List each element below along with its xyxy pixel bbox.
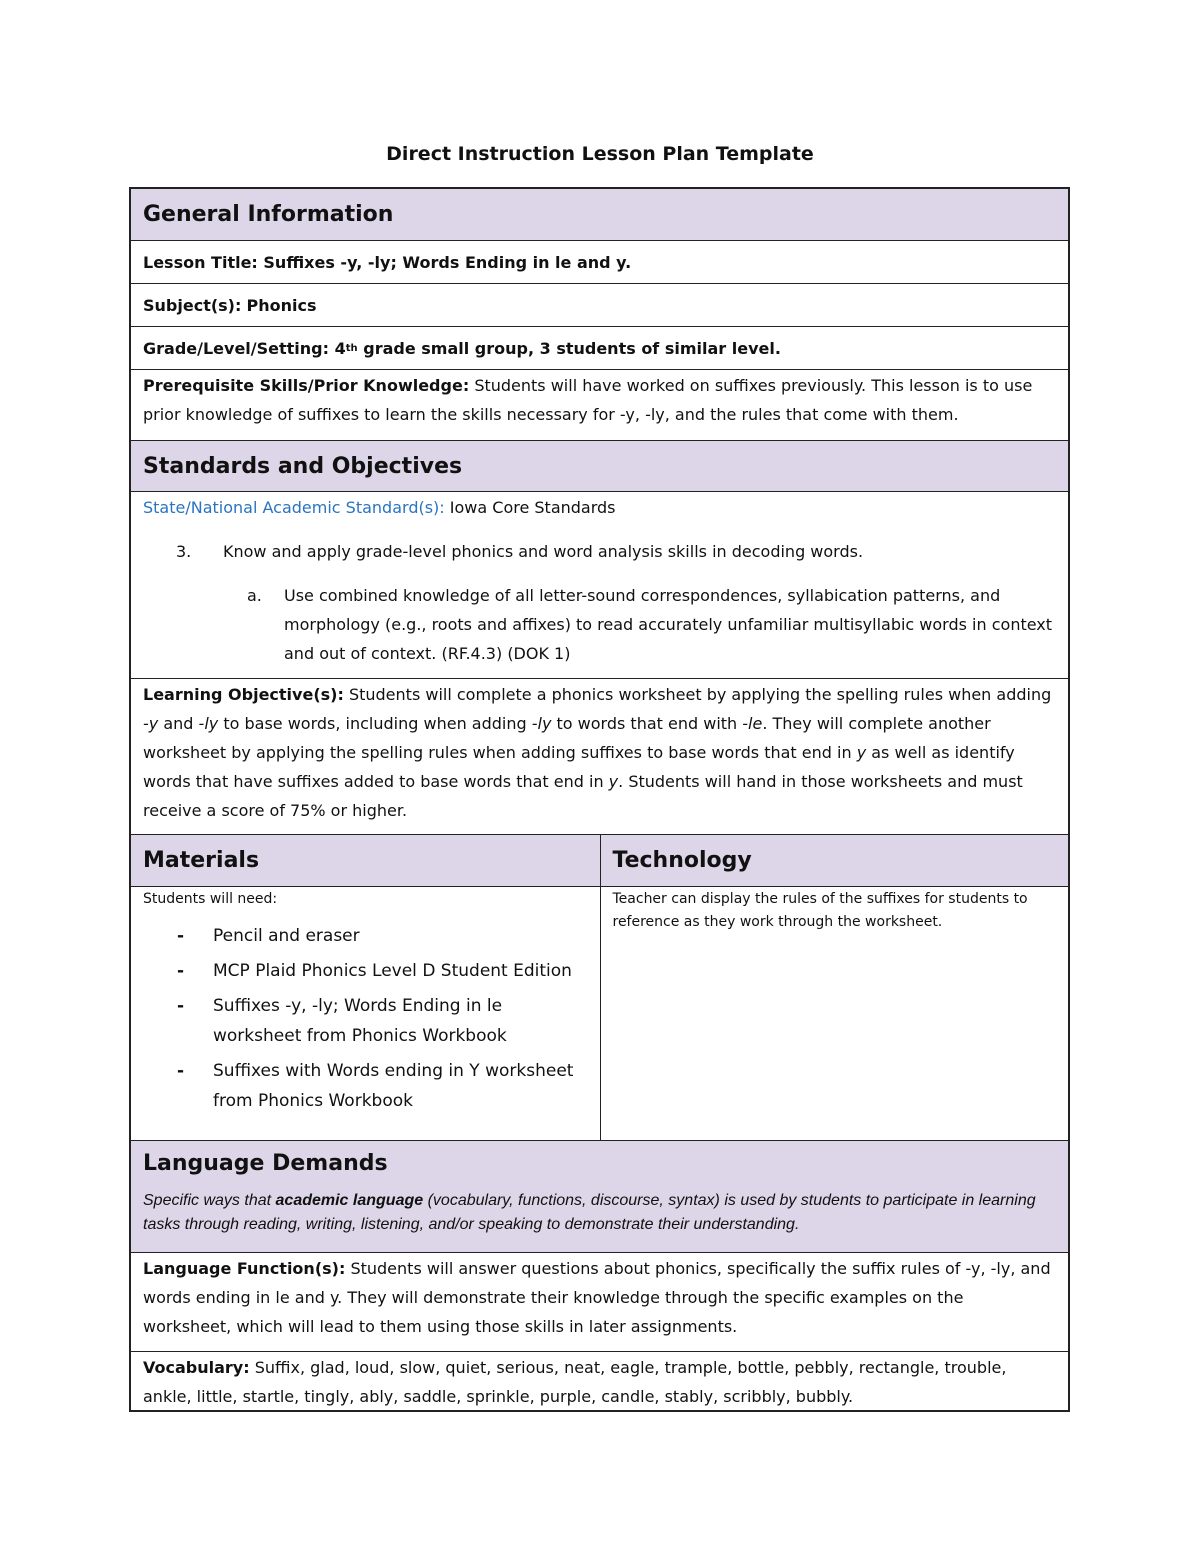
standard-subitem	[143, 581, 1056, 668]
document-title: Direct Instruction Lesson Plan Template	[386, 143, 814, 165]
standard-value: Iowa Core Standards	[449, 498, 616, 517]
technology-cell	[600, 887, 1069, 1140]
technology-heading: Technology	[600, 835, 1069, 886]
materials-item: - MCP Plaid Phonics Level D Student Edition	[177, 961, 572, 981]
materials-item: - Suffixes -y, -ly; Words Ending in le worksheet from Phonics Workbook	[177, 996, 507, 1046]
grade-number: 4	[334, 338, 346, 358]
materials-cell	[131, 887, 600, 1140]
standard-item-number: 3.	[176, 542, 192, 561]
standard-item-text: Know and apply grade-level phonics and word analysis skills in decoding words.	[223, 542, 864, 561]
language-function-value: Students will answer questions about phonics, specifically the suffix rules of -y, -ly, and words ending in le and y. They will demonstrate their knowledge through the specific examples on the worksheet, which will lead to them using those skills in later assignments.	[143, 1259, 1051, 1336]
subject-label: Subject(s):	[143, 295, 242, 315]
prereq-value: Students will have worked on suffixes previously. This lesson is to use prior knowledge of suffixes to learn the skills necessary for -y, -ly, and the rules that come with them.	[143, 376, 1033, 424]
standard-subitem-letter: a.	[247, 586, 262, 605]
technology-text: Teacher can display the rules of the suffixes for students to reference as they work through the worksheet.	[612, 891, 1028, 930]
standard-row	[131, 491, 1068, 678]
grade-row	[131, 326, 1068, 369]
language-function-row	[131, 1252, 1068, 1351]
lesson-title-value: Suffixes -y, -ly; Words Ending in le and y.	[263, 252, 632, 272]
section-header-standards	[131, 440, 1068, 491]
standard-label: State/National Academic Standard(s):	[143, 498, 445, 517]
materials-technology-body	[131, 886, 1068, 1140]
general-heading: General Information	[143, 202, 394, 227]
materials-list	[143, 921, 588, 1116]
lesson-title-row	[131, 240, 1068, 283]
materials-intro: Students will need:	[143, 891, 278, 907]
materials-item: - Pencil and eraser	[177, 926, 360, 946]
materials-technology-header	[131, 834, 1068, 886]
lesson-title-label: Lesson Title:	[143, 252, 258, 272]
standard-subitem-text: Use combined knowledge of all letter-sound correspondences, syllabication patterns, and morphology (e.g., roots and affixes) to read accurately unfamiliar multisyllabic words in context and out of context. (RF.4.3) (DOK 1)	[284, 586, 1053, 663]
materials-heading: Materials	[143, 848, 260, 873]
standards-heading: Standards and Objectives	[143, 453, 463, 479]
language-heading: Language Demands	[143, 1151, 388, 1176]
language-description: Specific ways that academic language (vocabulary, functions, discourse, syntax) is used by students to participate in learning tasks through reading, writing, listening, and/or speaking to demonstrate their understanding.	[143, 1192, 1036, 1233]
grade-label: Grade/Level/Setting:	[143, 338, 330, 358]
vocabulary-label: Vocabulary:	[143, 1358, 250, 1377]
materials-item: - Suffixes with Words ending in Y worksheet from Phonics Workbook	[177, 1061, 574, 1111]
language-function-label: Language Function(s):	[143, 1259, 346, 1278]
subject-row	[131, 283, 1068, 326]
grade-rest: grade small group, 3 students of similar level.	[363, 338, 781, 358]
prereq-label: Prerequisite Skills/Prior Knowledge:	[143, 376, 470, 395]
prereq-row	[131, 369, 1068, 440]
vocabulary-row	[131, 1351, 1068, 1410]
grade-sup: th	[345, 342, 358, 354]
section-header-language	[131, 1140, 1068, 1252]
vocabulary-value: Suffix, glad, loud, slow, quiet, serious, neat, eagle, trample, bottle, pebbly, rectangle, trouble, ankle, little, startle, tingly, ably, saddle, sprinkle, purple, candle, stably, scribbly, bubbly.	[143, 1358, 1007, 1406]
standard-item	[143, 537, 1056, 566]
subject-value: Phonics	[246, 295, 317, 315]
lesson-plan-table	[129, 187, 1070, 1412]
objective-label: Learning Objective(s):	[143, 685, 344, 704]
objective-row	[131, 678, 1068, 834]
section-header-general	[131, 189, 1068, 240]
objective-text: Students will complete a phonics worksheet by applying the spelling rules when adding -y and -ly to base words, including when adding -ly to words that end with -le. They will complete another worksheet by applying the spelling rules when adding suffixes to base words that end in y as well as identify words that have suffixes added to base words that end in y. Students will hand in those worksheets and must receive a score of 75% or higher.	[143, 685, 1052, 820]
